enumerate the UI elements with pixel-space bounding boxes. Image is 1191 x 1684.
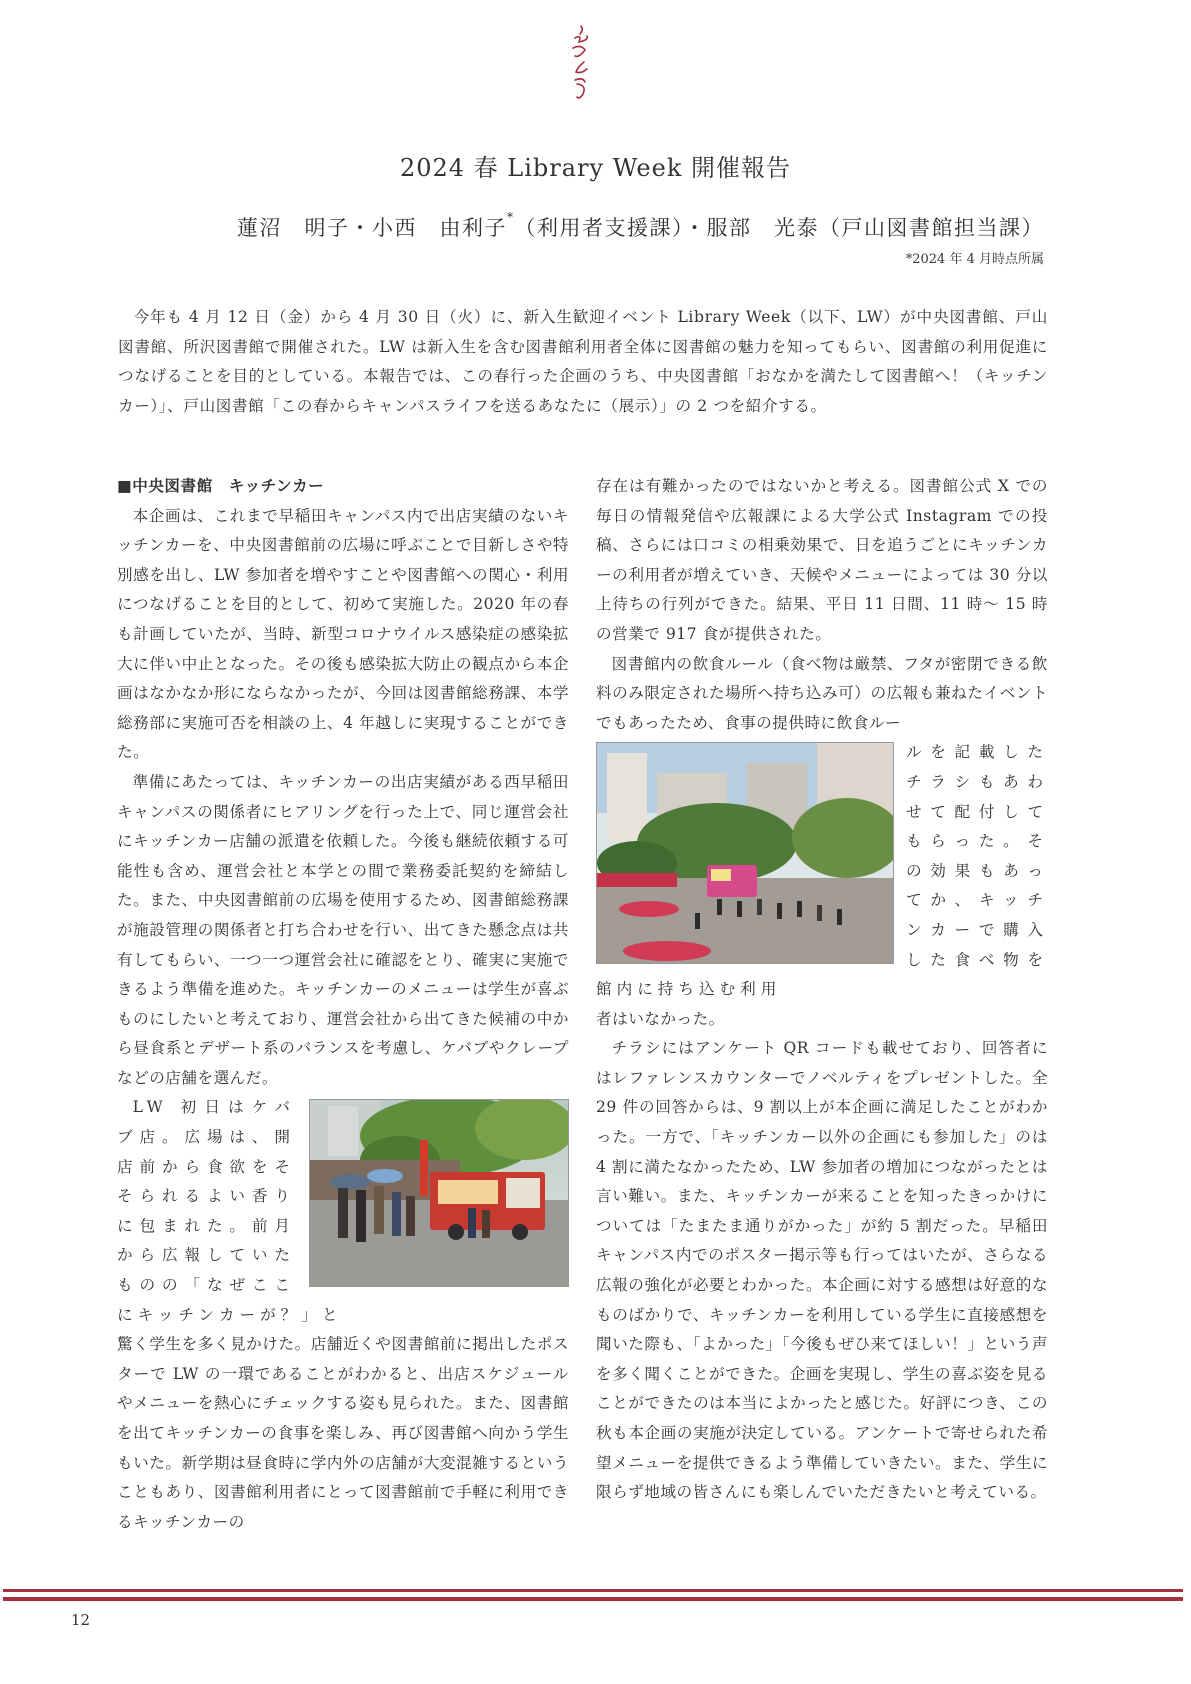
page-title: 2024 春 Library Week 開催報告	[399, 154, 792, 182]
plaza-crepe-truck-photo	[596, 742, 894, 964]
body-paragraph: 図書館内の飲食ルール（食べ物は厳禁、フタが密閉できる飲料のみ限定された場所へ持ち込み可）の広報も兼ねたイベントでもあったため、食事の提供時に飲食ルー	[596, 654, 1048, 732]
fumikura-logo	[567, 22, 597, 104]
footer-rule-bottom	[3, 1597, 1183, 1601]
body-paragraph: 存在は有難かったのではないかと考える。図書館公式 X での毎日の情報発信や広報課による大学公式 Instagram での投稿、さらには口コミの相乗効果で、日を追うごとにキッチンカーの利用者が増えていき、天候やメニューによっては 30 分以上待ちの行列ができた。結果、平日 11 日間、11 時～ 15 時の営業で 917 食が提供された。	[596, 477, 1048, 643]
footer-rule-top	[3, 1589, 1183, 1592]
affiliation-note: *2024 年 4 月時点所属	[905, 252, 1044, 267]
authors-names: 蓮沼 明子・小西 由利子	[237, 216, 507, 240]
right-column	[596, 472, 1048, 1508]
left-column	[117, 472, 569, 1537]
body-paragraph-wrap: LW 初日はケバブ店。広場は、開店前から食欲をそそられるよい香りに包まれた。前月から広報していたものの「なぜここにキッチンカーが？」と	[117, 1098, 343, 1324]
body-paragraph: 本企画は、これまで早稲田キャンパス内で出店実績のないキッチンカーを、中央図書館前の広場に呼ぶことで目新しさや特別感を出し、LW 参加者を増やすことや図書館への関心・利用につなげることを目的として、初めて実施した。2020 年の春も計画していたが、当時、新型コロナウイルス感染症の感染拡大に伴い中止となった。その後も感染拡大防止の観点から本企画はなかなか形にならなかったが、今回は図書館総務課、本学総務部に実施可否を相談の上、4 年越しに実現することができた。	[117, 506, 569, 762]
section-heading: ■中央図書館 キッチンカー	[117, 477, 325, 495]
body-paragraph-continued: 者はいなかった。	[596, 1009, 725, 1028]
affiliation-mark: *	[507, 210, 515, 224]
authors-line	[237, 212, 1044, 242]
lead-paragraph: 今年も 4 月 12 日（金）から 4 月 30 日（火）に、新入生歓迎イベント Library Week（以下、LW）が中央図書館、戸山図書館、所沢図書館で開催された。LW は新入生を含む図書館利用者全体に図書館の魅力を知ってもらい、図書館の利用促進につなげることを目的としている。本報告では、この春行った企画のうち、中央図書館「おなかを満たして図書館へ！（キッチンカー）」、戸山図書館「この春からキャンパスライフを送るあなたに（展示）」の 2 つを紹介する。	[118, 308, 1048, 415]
page-number: 12	[71, 1611, 91, 1629]
authors-departments: （利用者支援課）・服部 光泰（戸山図書館担当課）	[514, 216, 1044, 240]
kebab-truck-photo	[309, 1099, 569, 1287]
body-paragraph: チラシにはアンケート QR コードも載せており、回答者にはレファレンスカウンターでノベルティをプレゼントした。全 29 件の回答からは、9 割以上が本企画に満足したことがわかった。一方で、「キッチンカー以外の企画にも参加した」のは 4 割に満たなかったため、LW 参加者の増加につながったとは言い難い。また、キッチンカーが来ることを知ったきっかけについては「たまたま通りがかった」が約 5 割だった。早稲田キャンパス内でのポスター掲示等も行ってはいたが、さらなる広報の強化が必要とわかった。本企画に対する感想は好意的なものばかりで、キッチンカーを利用している学生に直接感想を聞いた際も、「よかった」「今後もぜひ来てほしい！」という声を多く聞くことができた。企画を実現し、学生の喜ぶ姿を見ることができたのは本当によかったと感じた。好評につき、この秋も本企画の実施が決定している。アンケートで寄せられた希望メニューを提供できるよう準備していきたい。また、学生に限らず地域の皆さんにも楽しんでいただきたいと考えている。	[596, 1039, 1048, 1502]
body-paragraph-wrap: ルを記載したチラシもあわせて配付してもらった。その効果もあってか、キッチンカーで購入した食べ物を館内に持ち込む利用	[596, 743, 1048, 999]
body-paragraph: 準備にあたっては、キッチンカーの出店実績がある西早稲田キャンパスの関係者にヒアリングを行った上で、同じ運営会社にキッチンカー店舗の派遣を依頼した。今後も継続依頼する可能性も含め、運営会社と本学との間で業務委託契約を締結した。また、中央図書館前の広場を使用するため、図書館総務課が施設管理の関係者と打ち合わせを行い、出てきた懸念点は共有してもらい、一つ一つ運営会社に確認をとり、確実に実施できるよう準備を進めた。キッチンカーのメニューは学生が喜ぶものにしたいと考えており、運営会社から出てきた候補の中から昼食系とデザート系のバランスを考慮し、ケバブやクレープなどの店舗を選んだ。	[117, 772, 569, 1087]
body-paragraph-continued: 驚く学生を多く見かけた。店舗近くや図書館前に掲出したポスターで LW の一環であることがわかると、出店スケジュールやメニューを熱心にチェックする姿も見られた。また、図書館を出てキッチンカーの食事を楽しみ、再び図書館へ向かう学生もいた。新学期は昼食時に学内外の店舗が大変混雑するということもあり、図書館利用者にとって図書館前で手軽に利用できるキッチンカーの	[117, 1335, 569, 1531]
